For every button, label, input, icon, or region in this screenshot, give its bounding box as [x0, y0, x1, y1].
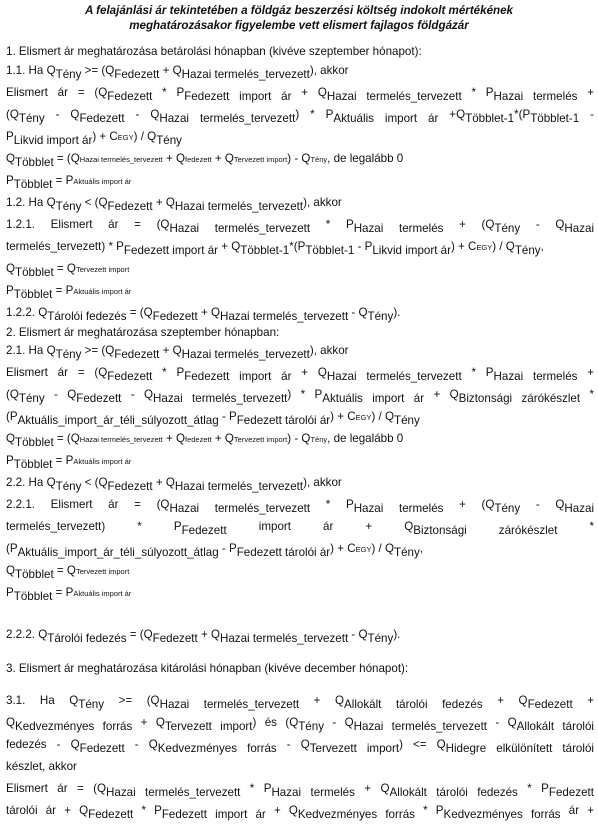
- formula-line: 1.2.1. Elismert ár = ($Q_{Hazai termelés\_tervezett} * P_{Hazai termelés} + (Q_{Tény} - Q_{Hazai}$: [6, 218, 595, 235]
- formula-line: 1.1. Ha $Q_{Tény} >= (Q_{Fedezett} + Q_{Hazai termelés\_tervezett})$, akkor: [6, 64, 349, 81]
- formula-line: 2.2.1. Elismert ár = ($Q_{Hazai termelés\_tervezett} * P_{Hazai termelés} + (Q_{Tény} - Q_{Hazai}$: [6, 498, 595, 515]
- formula-line: $P_{Likvid import ár}$) + CEGY) / $Q_{Tény}$: [6, 130, 182, 147]
- section-3-heading: 3. Elismert ár meghatározása kitárolási hónapban (kivéve december hónapot):: [6, 662, 409, 675]
- formula-line: $(P_{Aktuális\_import\_ár\_téli\_súlyozott\_átlag} - P_{Fedezett tárolói ár})$ + CEGY) / $Q_{Tény}$,: [6, 542, 424, 559]
- formula-line: $Q_{Többlet}$ = (QHazai termelés_tervezett + Qfedezett + QTervezett import) - QTény, de legalább 0: [6, 432, 404, 449]
- formula-line: tárolói ár + $Q_{Fedezett} * P_{Fedezett import ár} + Q_{Kedvezményes forrás} * P_{Kedvezményes forrás}$ ár +: [6, 804, 594, 821]
- formula-line: 3.1. Ha $Q_{Tény} >= (Q_{Hazai termelés\_tervezett} + Q_{Allokált tárolói fedezés} + Q_{Fedezett}$ +: [6, 694, 595, 711]
- formula-line: fedezés - $Q_{Fedezett} - Q_{Kedvezményes forrás} - Q_{Tervezett import}) <= Q_{Hidegre elkülönített tárolói}$: [6, 738, 594, 755]
- formula-line: $Q_{Többlet}$ = (QHazai termelés_tervezett + Qfedezett + QTervezett import) - QTény, de legalább 0: [6, 152, 404, 169]
- formula-line: Elismert ár = ($Q_{Hazai termelés\_tervezett} * P_{Hazai termelés} + Q_{Allokált tárolói fedezés} * P_{Fedezett}$: [6, 782, 595, 799]
- formula-line: termelés_tervezett) * $P_{Fedezett}$ import ár + $Q_{Biztonsági zárókészlet}$ *: [6, 520, 594, 537]
- formula-line: $(Q_{Tény} - Q_{Fedezett} - Q_{Hazai termelés\_tervezett}) * P_{Aktuális import ár} + Q_{Biztonsági zárókészlet}$ *: [6, 388, 594, 405]
- formula-line: 2.2.2. $Q_{Tárolói fedezés} = (Q_{Fedezett} + Q_{Hazai termelés\_tervezett} - Q_{Tény})$.: [6, 628, 401, 645]
- formula-line: termelés_tervezett) * $P_{Fedezett import ár} + Q_{Többlet-1}*(P_{Többlet-1} - P_{Likvid import ár})$ + CEGY) / $Q_{Tény}$,: [6, 240, 544, 257]
- formula-line: 2.1. Ha $Q_{Tény} >= (Q_{Fedezett} + Q_{Hazai termelés\_tervezett})$, akkor: [6, 344, 349, 361]
- formula-line: készlet, akkor: [6, 760, 77, 773]
- formula-line: 1.2.2. $Q_{Tárolói fedezés} = (Q_{Fedezett} + Q_{Hazai termelés\_tervezett} - Q_{Tény})$.: [6, 306, 401, 323]
- formula-line: 2.2. Ha $Q_{Tény} < (Q_{Fedezett} + Q_{Hazai termelés\_tervezett})$, akkor: [6, 476, 342, 493]
- section-2-heading: 2. Elismert ár meghatározása szeptember hónapban:: [6, 326, 280, 339]
- formula-line: $Q_{Többlet}$ = QTervezett import: [6, 262, 130, 279]
- document-title-line2: meghatározásakor figyelembe vett elismert fajlagos földgázár: [129, 19, 469, 32]
- formula-line: $P_{Többlet}$ = PAktuális import ár: [6, 284, 132, 301]
- formula-line: $(Q_{Tény} - Q_{Fedezett} - Q_{Hazai termelés\_tervezett}) * P_{Aktuális import ár} +Q_{Többlet-1}*(P_{Többlet-1}$ -: [6, 108, 594, 125]
- formula-line: $P_{Többlet}$ = PAktuális import ár: [6, 174, 132, 191]
- formula-line: $(P_{Aktuális\_import\_ár\_téli\_súlyozott\_átlag} - P_{Fedezett tárolói ár})$ + CEGY) / $Q_{Tény}$: [6, 410, 420, 427]
- formula-line: $P_{Többlet}$ = PAktuális import ár: [6, 454, 132, 471]
- formula-line: 1.2. Ha $Q_{Tény} < (Q_{Fedezett} + Q_{Hazai termelés\_tervezett})$, akkor: [6, 196, 342, 213]
- formula-line: $Q_{Többlet}$ = QTervezett import: [6, 564, 130, 581]
- formula-line: Elismert ár = ($Q_{Fedezett} * P_{Fedezett import ár} + Q_{Hazai termelés\_tervezett} * P_{Hazai termelés}$ +: [6, 86, 595, 103]
- formula-line: Elismert ár = ($Q_{Fedezett} * P_{Fedezett import ár} + Q_{Hazai termelés\_tervezett} * P_{Hazai termelés}$ +: [6, 366, 595, 383]
- section-1-heading: 1. Elismert ár meghatározása betárolási hónapban (kivéve szeptember hónapot):: [6, 45, 422, 58]
- document-title-line1: A felajánlási ár tekintetében a földgáz beszerzési költség indokolt mértékének: [84, 4, 514, 17]
- formula-line: $P_{Többlet}$ = PAktuális import ár: [6, 586, 132, 603]
- formula-line: $Q_{Kedvezményes forrás} + Q_{Tervezett import}$) és ($Q_{Tény} - Q_{Hazai termelés\_tervezett} - Q_{Allokált tárolói}$: [6, 716, 594, 733]
